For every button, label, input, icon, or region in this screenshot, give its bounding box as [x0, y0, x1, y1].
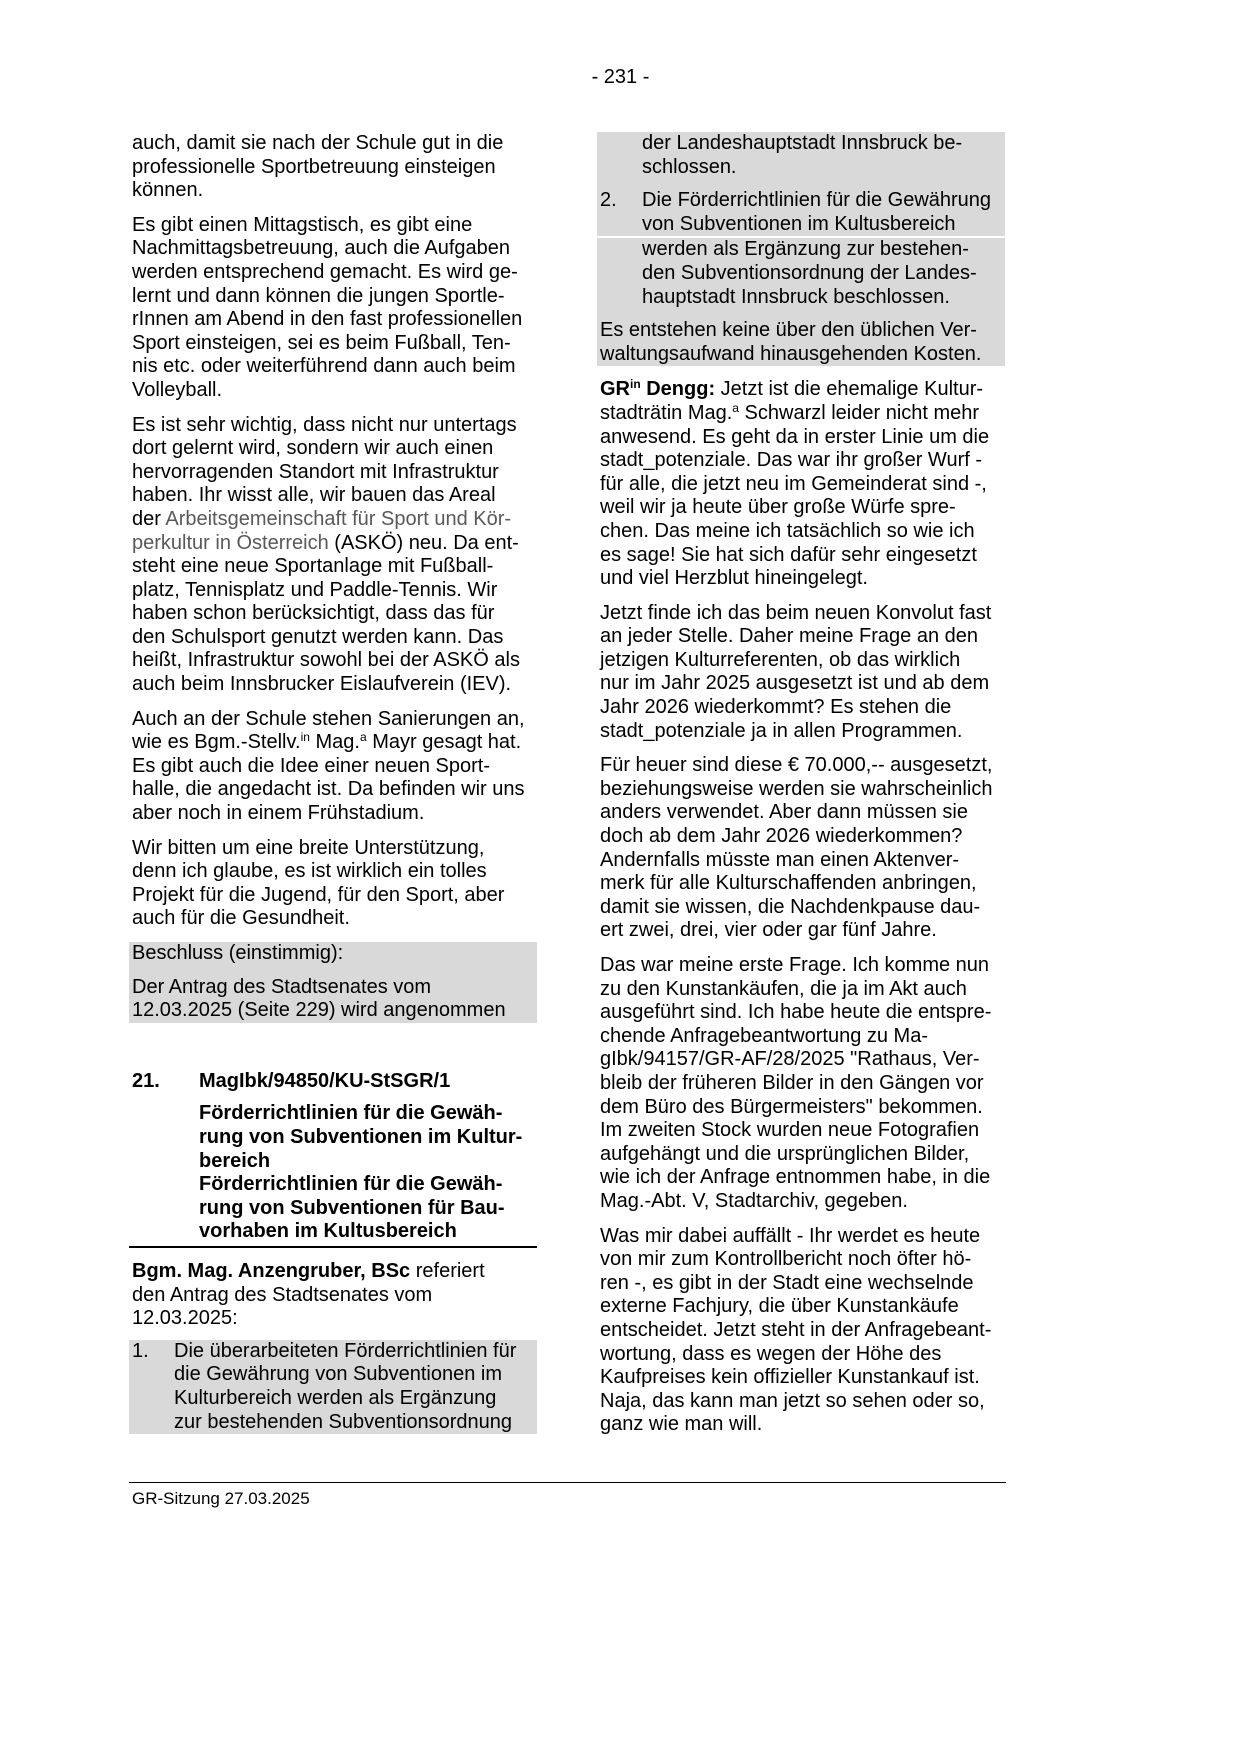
page-number: - 231 - [591, 66, 650, 88]
item-reference: MagIbk/94850/KU-StSGR/1 [199, 1069, 451, 1092]
paragraph [132, 1260, 541, 1331]
text: (ASKÖ) neu. Da ent- steht eine neue Sportanlage mit Fußball- platz, Tennisplatz und Paddle-Tennis. Wir haben schon berücksichtigt, dass das für den Schulsport genutzt werden kann. Das heißt, Infrastruktur sowohl bei der ASKÖ als auch beim Innsbrucker Eislaufverein (IEV). [132, 531, 520, 696]
paragraph: Für heuer sind diese € 70.000,-- ausgesetzt, beziehungsweise werden sie wahrscheinlich anders verwendet. Aber dann müssen sie doch ab dem Jahr 2026 wiederkommen? Andernfalls müsste man einen Aktenver- merk für alle Kulturschaffenden anbringen, damit sie wissen, die Nachdenkpause dau- ert zwei, drei, vier oder gar fünf Jahre. [600, 754, 993, 942]
text: Jetzt ist die ehemalige Kultur- stadträtin Mag. [600, 378, 984, 424]
paragraph: Es gibt einen Mittagstisch, es gibt eine Nachmittagsbetreuung, auch die Aufgaben werden entsprechend gemacht. Es wird ge- lernt und dann können die jungen Sportle- rInnen am Abend in den fast professionellen Sport einsteigen, sei es beim Fußball, Ten- nis etc. oder weiterführend dann auch beim Volleyball. [132, 213, 523, 401]
text: Mag. [309, 731, 360, 754]
text: Es ist sehr wichtig, dass nicht nur untertags dort gelernt wird, sondern wir auch einen hervorragenden Standort mit Infrastruktur haben. Ihr wisst alle, wir bauen das Areal der [132, 413, 517, 530]
paragraph: Wir bitten um eine breite Unterstützung, denn ich glaube, es ist wirklich ein tolles Projekt für die Jugend, für den Sport, aber auch für die Gesundheit. [132, 836, 505, 930]
paragraph: auch, damit sie nach der Schule gut in die professionelle Sportbetreuung einsteigen können. [132, 132, 504, 202]
text: Auch an der Schule stehen Sanierungen an, wie es Bgm.-Stellv. [132, 707, 525, 754]
paragraph [132, 708, 541, 826]
footer-text: GR-Sitzung 27.03.2025 [132, 1489, 310, 1508]
text: referiert den Antrag des Stadtsenates vom 12.03.2025: [132, 1259, 485, 1330]
item-number: 21. [132, 1069, 160, 1092]
paragraph [132, 414, 541, 697]
paragraph: Jetzt finde ich das beim neuen Konvolut fast an jeder Stelle. Daher meine Frage an den jetzigen Kulturreferenten, ob das wirklich nur im Jahr 2025 ausgesetzt ist und ab dem Jahr 2026 wiederkommt? Es stehen die stadt_potenziale ja in allen Programmen. [600, 601, 992, 742]
agenda-item-heading [129, 1070, 537, 1248]
text: Schwarzl leider nicht mehr anwesend. Es geht da in erster Linie um die stadt_potenziale. Das war ihr großer Wurf - für alle, die jetzt neu im Gemeinderat sind -, weil wir ja heute über große Würfe spre- chen. Das meine ich tatsächlich so wie ich es sage! Sie hat sich dafür sehr eingesetzt und viel Herzblut hineingelegt. [600, 401, 990, 590]
left-column [129, 132, 541, 1434]
motion-list-item [129, 1340, 537, 1434]
superscript: a [359, 730, 367, 745]
list-text: Die Förderrichtlinien für die Gewährung von Subventionen im Kultusbereich [597, 189, 1005, 238]
speaker-name: Bgm. Mag. Anzengruber, BSc [132, 1259, 411, 1282]
resolution-label: Beschluss (einstimmig): [132, 942, 344, 964]
paragraph: Was mir dabei auffällt - Ihr werdet es heute von mir zum Kontrollbericht noch öfter hö- ren -, es gibt in der Stadt eine wechselnde externe Fachjury, die über Kunstankäufe entscheidet. Jetzt steht in der Anfragebeant- wortung, dass es wegen der Höhe des Kaufpreises kein offizieller Kunstankauf ist. Naja, das kann man jetzt so sehen oder so, ganz wie man will. [600, 1224, 992, 1436]
list-text: der Landeshauptstadt Innsbruck be- schlossen. [642, 132, 963, 178]
motion-list-item [597, 189, 1005, 309]
resolution-text: Der Antrag des Stadtsenates vom 12.03.2025 (Seite 229) wird angenommen [132, 975, 506, 1022]
list-text: Die überarbeiteten Förderrichtlinien für die Gewährung von Subventionen im Kulturbereich werden als Ergänzung zur bestehenden Subventionsordnung [174, 1339, 517, 1433]
item-title: Förderrichtlinien für die Gewäh- rung von Subventionen im Kultur- bereich Förderrichtlinien für die Gewäh- rung von Subventionen für Bau- vorhaben im Kultusbereich [199, 1102, 523, 1243]
superscript: in [630, 377, 641, 392]
list-number: 1. [132, 1339, 149, 1362]
speaker-name [600, 378, 715, 400]
superscript: in [300, 730, 310, 745]
paragraph: Das war meine erste Frage. Ich komme nun zu den Kunstankäufen, die ja im Akt auch ausgeführt sind. Ich habe heute die entspre- chende Anfragebeantwortung zu Ma- gIbk/94157/GR-AF/28/2025 "Rathaus, Ver- bleib der früheren Bilder in den Gängen vor dem Büro des Bürgermeisters" bekommen. Im zweiten Stock wurden neue Fotografien aufgehängt und die ursprünglichen Bilder, wie ich der Anfrage entnommen habe, in die Mag.-Abt. V, Stadtarchiv, gegeben. [600, 954, 992, 1212]
text: GR [600, 378, 630, 401]
superscript: a [732, 400, 739, 415]
list-text: werden als Ergänzung zur bestehen- den Subventionsordnung der Landes- hauptstadt Innsbruck beschlossen. [642, 238, 977, 308]
text: Dengg: [640, 378, 716, 401]
list-number: 2. [600, 189, 617, 212]
paragraph [600, 378, 1009, 590]
footer-rule [129, 1482, 1006, 1483]
right-column [597, 132, 1009, 1448]
costs-note: Es entstehen keine über den üblichen Ver- waltungsaufwand hinausgehenden Kosten. [600, 319, 982, 365]
motion-box [597, 132, 1005, 366]
text: Mayr gesagt hat. Es gibt auch die Idee einer neuen Sport- halle, die angedacht ist. Da befinden wir uns aber noch in einem Frühstadium. [132, 731, 525, 825]
askoe-link[interactable]: Arbeitsgemeinschaft für Sport und Kör- perkultur in Österreich [132, 507, 512, 554]
resolution-box [129, 942, 537, 1023]
